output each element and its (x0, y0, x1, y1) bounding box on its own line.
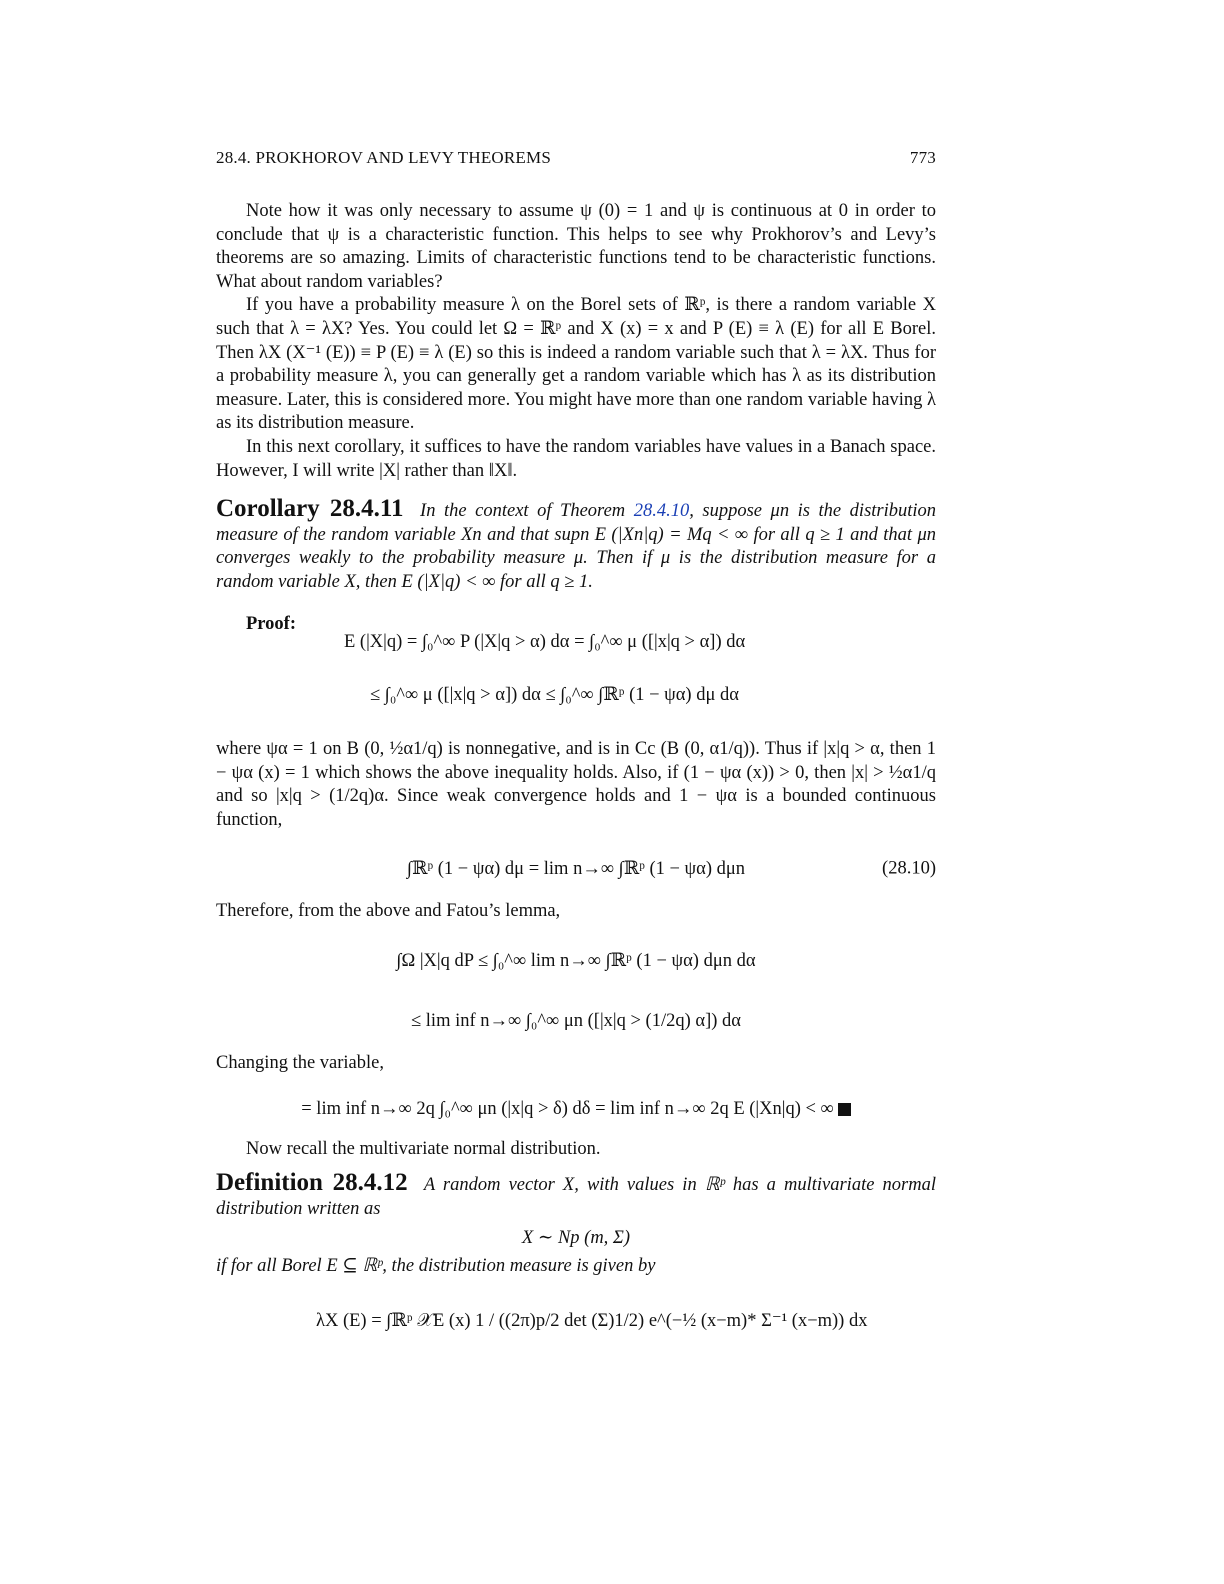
page-number: 773 (909, 148, 936, 167)
equation-8-text: λX (E) = ∫ℝᵖ 𝒳E (x) 1 / ((2π)p/2 det (Σ)1/2) e^(−½ (x−m)* Σ⁻¹ (x−m)) dx (316, 1311, 868, 1332)
proof-block (216, 613, 936, 1162)
paragraph-psi-alpha: where ψα = 1 on B (0, ½α1/q) is nonnegative, and is in Cc (B (0, α1/q)). Thus if |x|q > α, then 1 − ψα (x) = 1 which shows the above inequality holds. Also, if (1 − ψα (x)) > 0, then |x| > ½α1/q and so |x|q > (1/2q)α. Since weak convergence holds and 1 − ψα is a bounded continuous function, (216, 739, 936, 830)
paragraph-change-variable: Changing the variable, (216, 1053, 384, 1074)
paragraph-banach-space: In this next corollary, it suffices to have the random variables have values in a Banach space. However, I will write |X| rather than ‖X‖. (216, 436, 936, 481)
equation-3-text: ∫ℝᵖ (1 − ψα) dμ = lim n→∞ ∫ℝᵖ (1 − ψα) dμn (406, 859, 746, 880)
equation-number: (28.10) (882, 858, 936, 879)
corollary-28-4-11 (216, 497, 936, 594)
paragraph-multivariate-normal: Now recall the multivariate normal distribution. (246, 1138, 601, 1159)
paragraph-random-variable: If you have a probability measure λ on the Borel sets of ℝᵖ, is there a random variable X such that λ = λX? Yes. You could let Ω = ℝᵖ and X (x) = x and P (E) ≡ λ (E) for all E Borel. Then λX (X⁻¹ (E)) ≡ P (E) ≡ λ (E) so this is indeed a random variable such that λ = λX. Thus for a probability measure λ, you can generally get a random variable which has λ as its distribution measure. Later, this is considered more. You might have more than one random variable having λ as its distribution measure. (216, 295, 936, 434)
definition-text: A random vector X, with values in ℝᵖ has a multivariate normal distribution written as (216, 1175, 936, 1219)
equation-6-text: = lim inf n→∞ 2q ∫₀^∞ μn (|x|q > δ) dδ = lim inf n→∞ 2q E (|Xn|q) < ∞ (301, 1099, 834, 1120)
equation-normal-notation (216, 1221, 936, 1255)
paragraph-distribution-measure: if for all Borel E ⊆ ℝᵖ, the distribution measure is given by (216, 1256, 656, 1277)
equation-expectation (216, 632, 936, 684)
equation-4-text: ∫Ω |X|q dP ≤ ∫₀^∞ lim n→∞ ∫ℝᵖ (1 − ψα) dμn dα (396, 951, 756, 972)
equation-change-variable (216, 1082, 936, 1138)
paragraph-fatou: Therefore, from the above and Fatou’s lemma, (216, 901, 561, 922)
definition-label: Definition 28.4.12 (216, 1169, 408, 1197)
equation-2-text: ≤ ∫₀^∞ μ ([|x|q > α]) dα ≤ ∫₀^∞ ∫ℝᵖ (1 − ψα) dμ dα (370, 685, 739, 706)
qed-square-icon (838, 1103, 851, 1116)
equation-fatou-2 (216, 990, 936, 1052)
theorem-reference-link[interactable]: 28.4.10 (633, 501, 690, 522)
page-body (216, 148, 936, 1353)
definition-28-4-12 (216, 1171, 936, 1221)
paragraph-characteristic-function: Note how it was only necessary to assume ψ (0) = 1 and ψ is continuous at 0 in order to conclude that ψ is a characteristic function. This helps to see why Prokhorov’s and Levy’s theorems are so amazing. Limits of characteristic functions tend to be characteristic functions. What about random variables? (216, 201, 936, 292)
corollary-text-a: In the context of Theorem (420, 501, 626, 522)
equation-fatou-1 (216, 932, 936, 990)
equation-7-text: X ∼ Np (m, Σ) (521, 1228, 631, 1249)
section-title: 28.4. PROKHOROV AND LEVY THEOREMS (216, 148, 551, 167)
equation-normal-density (216, 1289, 936, 1353)
equation-5-text: ≤ lim inf n→∞ ∫₀^∞ μn ([|x|q > (1/2q) α]) dα (411, 1010, 741, 1031)
running-head (216, 148, 936, 168)
proof-label: Proof: (246, 613, 296, 634)
equation-inequality (216, 684, 936, 734)
corollary-text-b: , suppose μn is the distribution measure of the random variable Xn and that supn E (|Xn|q) = Mq < ∞ for all q ≥ 1 and that μn converges weakly to the probability measure μ. Then if μ is the distribution measure for a random variable X, then E (|X|q) < ∞ for all q ≥ 1. (216, 501, 937, 592)
equation-1-text: E (|X|q) = ∫₀^∞ P (|X|q > α) dα = ∫₀^∞ μ ([|x|q > α]) dα (344, 632, 746, 653)
equation-28-10 (216, 838, 936, 900)
corollary-label: Corollary 28.4.11 (216, 495, 404, 523)
